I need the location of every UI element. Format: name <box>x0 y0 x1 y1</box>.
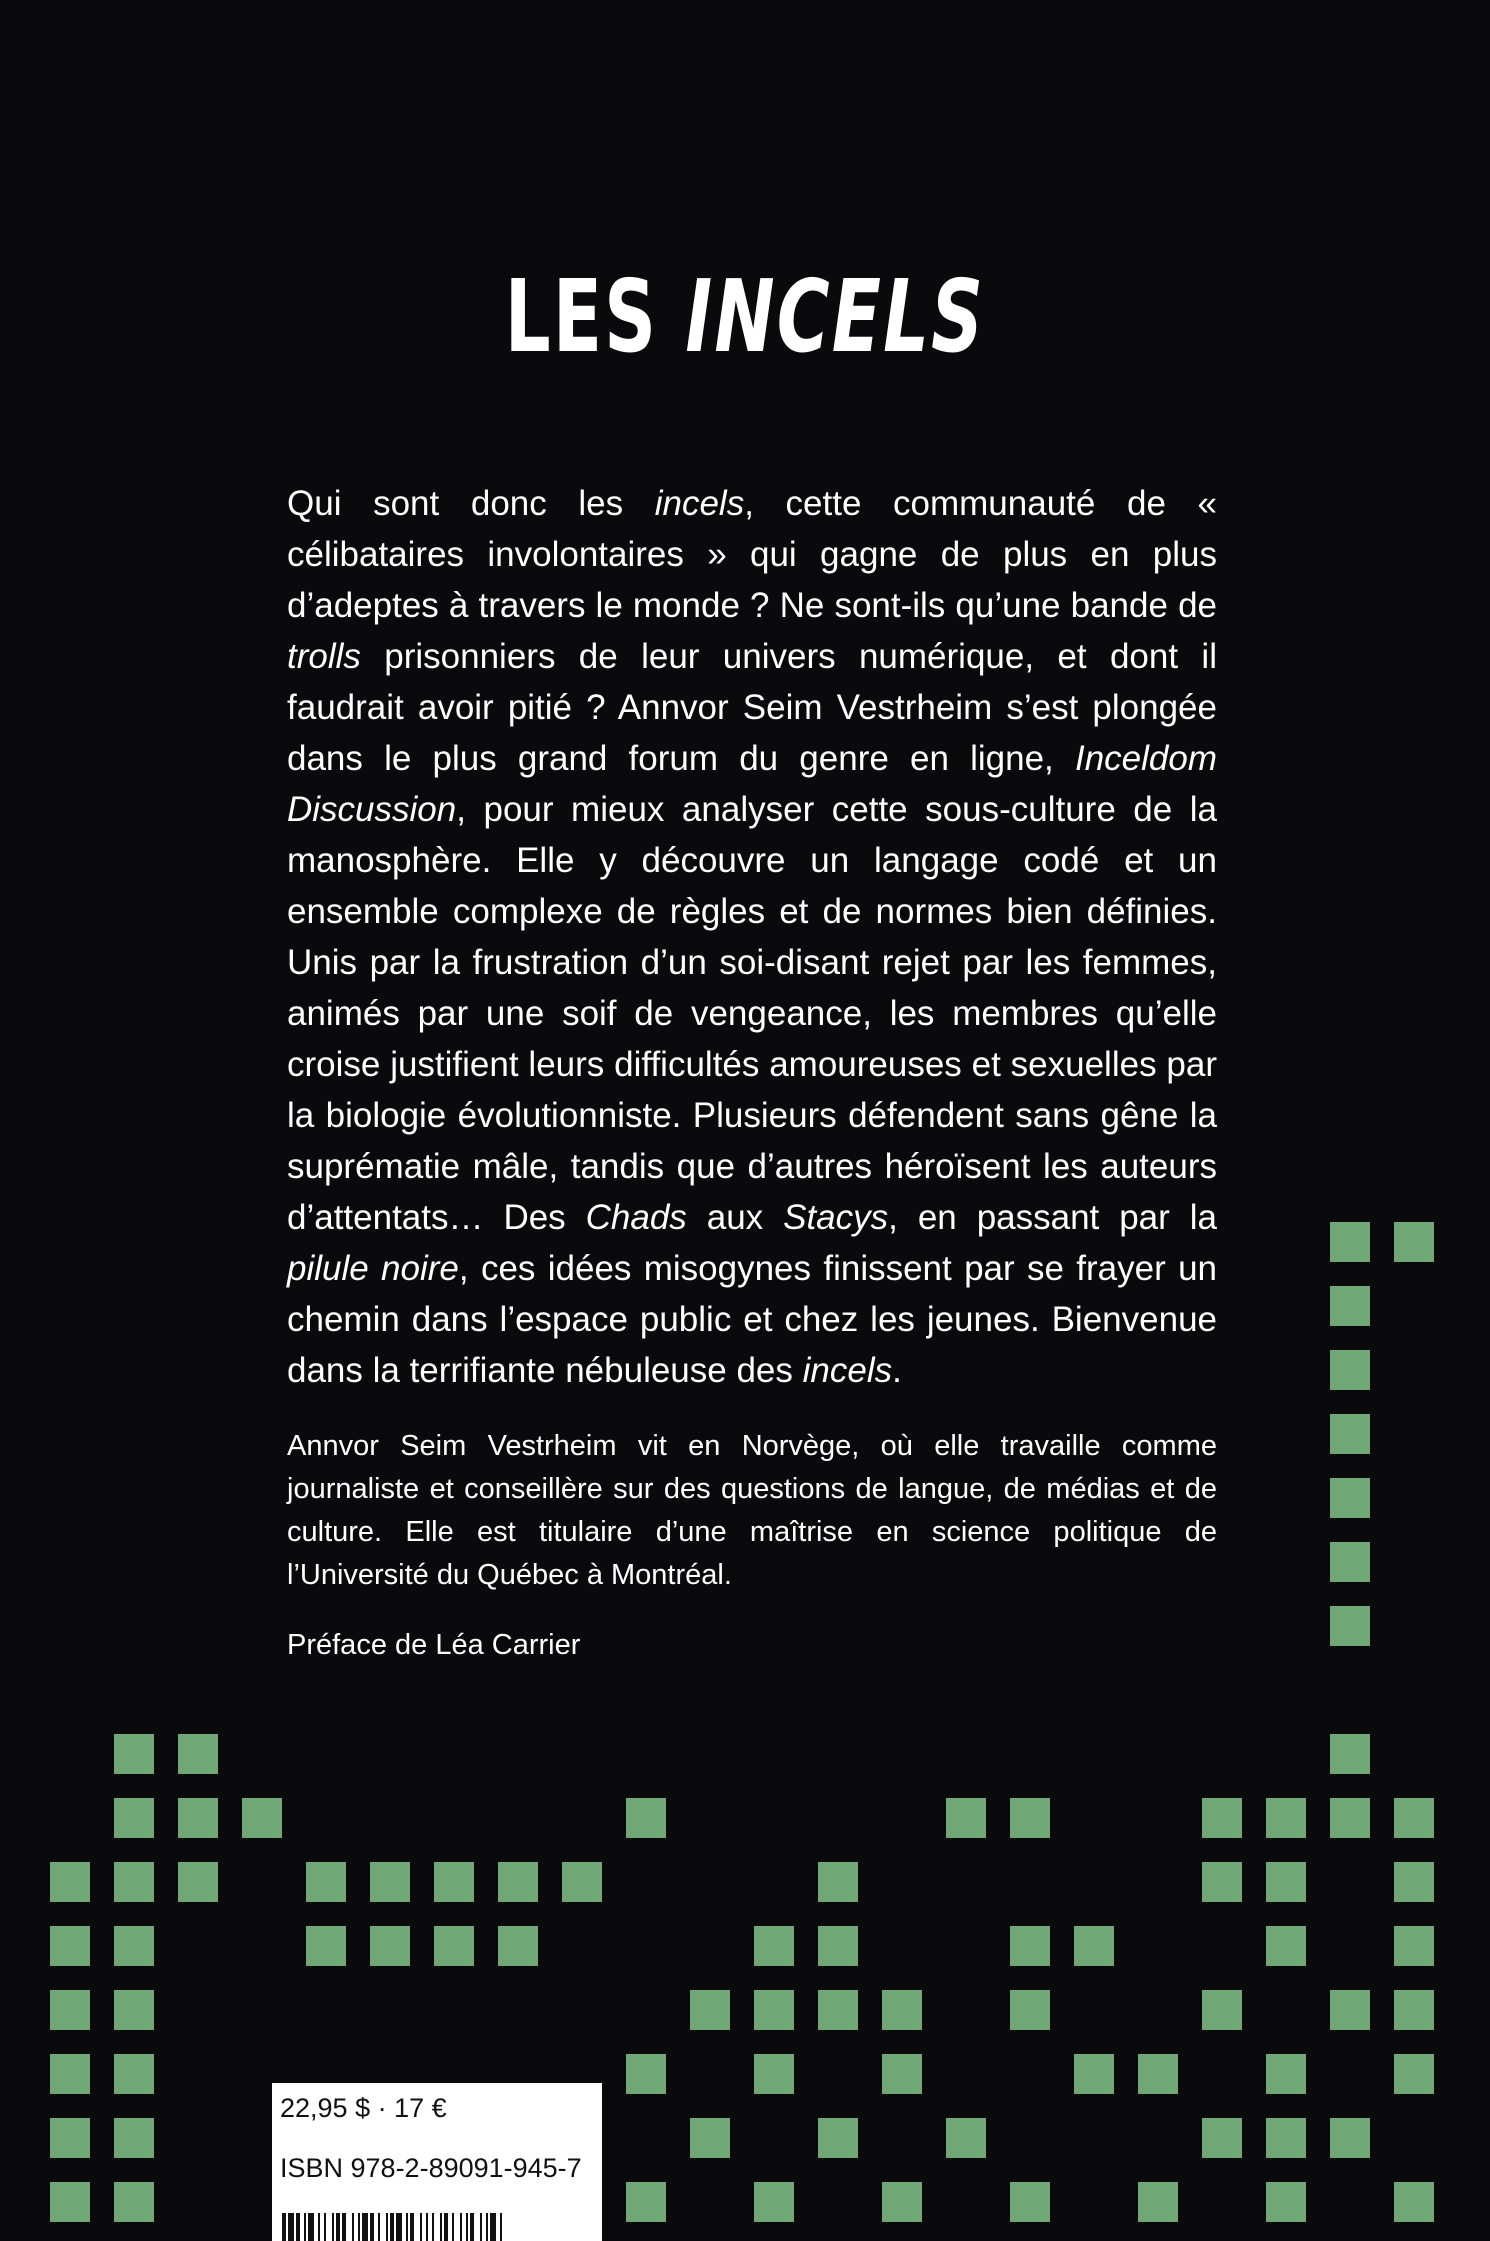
green-square <box>1138 2054 1178 2094</box>
green-square <box>370 1926 410 1966</box>
green-square <box>1330 1478 1370 1518</box>
blurb-italic-term: incels <box>802 1351 893 1390</box>
blurb-text: , cette communauté de « célibataires involontaires » qui gagne de plus en plus d’adeptes à travers le monde ? Ne sont-ils qu’une bande de <box>287 484 1217 625</box>
green-square <box>690 2118 730 2158</box>
barcode-bar <box>296 2213 300 2241</box>
green-square <box>1330 1542 1370 1582</box>
blurb-text: Qui sont donc les <box>287 484 655 523</box>
green-square <box>50 2182 90 2222</box>
blurb-italic-term: pilule noire <box>287 1249 459 1288</box>
green-square <box>1010 1798 1050 1838</box>
green-square <box>114 1734 154 1774</box>
barcode-bar <box>370 2213 374 2241</box>
green-square <box>882 2054 922 2094</box>
green-square <box>1202 1862 1242 1902</box>
green-square <box>114 1926 154 1966</box>
green-square <box>1394 1990 1434 2030</box>
green-square <box>1266 2054 1306 2094</box>
barcode-bar <box>426 2213 428 2241</box>
blurb-italic-term: incels <box>654 484 745 523</box>
green-square <box>1074 2054 1114 2094</box>
blurb-paragraph <box>287 478 1217 1396</box>
blurb-italic-term: Chads <box>585 1198 687 1237</box>
green-square <box>1266 1798 1306 1838</box>
green-square <box>1266 2118 1306 2158</box>
green-square <box>50 1926 90 1966</box>
barcode-bar <box>432 2213 434 2241</box>
green-square <box>498 1926 538 1966</box>
green-square <box>1266 1862 1306 1902</box>
green-square <box>1266 1926 1306 1966</box>
green-square <box>882 1990 922 2030</box>
green-square <box>1010 2182 1050 2222</box>
barcode-bar <box>500 2213 502 2241</box>
green-square <box>114 2182 154 2222</box>
green-square <box>1138 2182 1178 2222</box>
green-square <box>1330 2118 1370 2158</box>
green-square <box>1330 1350 1370 1390</box>
barcode-bar <box>460 2213 462 2241</box>
barcode-bar <box>332 2213 334 2241</box>
blurb-italic-term: Stacys <box>783 1198 889 1237</box>
green-square <box>1010 1926 1050 1966</box>
green-square <box>1394 2054 1434 2094</box>
barcode-bar <box>390 2213 394 2241</box>
barcode-bar <box>410 2213 414 2241</box>
blurb-text: , en passant par la <box>888 1198 1217 1237</box>
green-square <box>754 2054 794 2094</box>
green-square <box>1394 1222 1434 1262</box>
blurb-text: , pour mieux analyser cette sous-culture de la manosphère. Elle y découvre un langage codé et un ensemble complexe de règles et de normes bien définies. Unis par la frustration d’un soi-disant rejet par les femmes, animés par une soif de vengeance, les membres qu’elle croise justifient leurs difficultés amoureuses et sexuelles par la biologie évolutionniste. Plusieurs défendent sans gêne la suprématie mâle, tandis que d’autres héroïsent les auteurs d’attentats… Des <box>287 790 1217 1237</box>
green-square <box>178 1734 218 1774</box>
green-square <box>1202 1798 1242 1838</box>
green-square <box>882 2182 922 2222</box>
green-square <box>1202 1990 1242 2030</box>
barcode-bar <box>324 2213 326 2241</box>
green-square <box>50 1862 90 1902</box>
title-prefix: LES <box>504 258 686 375</box>
green-square <box>1330 1414 1370 1454</box>
green-square <box>178 1862 218 1902</box>
blurb-italic-term: Inceldom Discussion <box>287 739 1217 829</box>
green-square <box>818 1926 858 1966</box>
barcode-bar <box>308 2213 314 2241</box>
green-square <box>306 1862 346 1902</box>
green-square <box>1394 2182 1434 2222</box>
green-square <box>114 1990 154 2030</box>
green-square <box>754 1926 794 1966</box>
green-square <box>1394 1862 1434 1902</box>
green-square <box>434 1862 474 1902</box>
green-square <box>114 1798 154 1838</box>
green-square <box>754 2182 794 2222</box>
barcode-bar <box>486 2213 488 2241</box>
title-italic: INCELS <box>685 258 986 375</box>
book-title <box>209 258 1282 375</box>
green-square <box>946 2118 986 2158</box>
green-square <box>626 1798 666 1838</box>
green-square <box>818 1990 858 2030</box>
green-square <box>114 1862 154 1902</box>
barcode-bar <box>396 2213 402 2241</box>
blurb-text: aux <box>686 1198 784 1237</box>
green-square <box>242 1798 282 1838</box>
green-square <box>498 1862 538 1902</box>
barcode-bar <box>452 2213 454 2241</box>
barcode-bar <box>490 2213 496 2241</box>
green-square <box>1330 1734 1370 1774</box>
author-bio: Annvor Seim Vestrheim vit en Norvège, où elle travaille comme journaliste et conseillère sur des questions de langue, de médias et de culture. Elle est titulaire d’une maîtrise en science politique de l’Université du Québec à Montréal. <box>287 1430 1217 1591</box>
barcode-bar <box>318 2213 320 2241</box>
green-square <box>1330 1606 1370 1646</box>
barcode-bar <box>480 2213 482 2241</box>
barcode-bar <box>342 2213 346 2241</box>
green-square <box>818 2118 858 2158</box>
barcode-bar <box>358 2213 360 2241</box>
green-square <box>1330 1286 1370 1326</box>
green-square <box>818 1862 858 1902</box>
barcode-bar <box>288 2213 294 2241</box>
preface-credit: Préface de Léa Carrier <box>287 1629 581 1661</box>
green-square <box>50 1990 90 2030</box>
green-square <box>1394 1926 1434 1966</box>
green-square <box>946 1798 986 1838</box>
green-square <box>1010 1990 1050 2030</box>
green-square <box>50 2118 90 2158</box>
green-square <box>562 1862 602 1902</box>
price-label: 22,95 $ · 17 € <box>280 2093 447 2123</box>
green-square <box>1330 1798 1370 1838</box>
blurb-text: . <box>892 1351 902 1390</box>
isbn-label: ISBN 978-2-89091-945-7 <box>280 2153 582 2183</box>
green-square <box>626 2054 666 2094</box>
barcode-bar <box>420 2213 422 2241</box>
barcode-bar <box>378 2213 380 2241</box>
barcode-bar <box>406 2213 408 2241</box>
barcode-bar <box>466 2213 468 2241</box>
green-square <box>1266 2182 1306 2222</box>
green-square <box>690 1990 730 2030</box>
barcode-bar <box>336 2213 340 2241</box>
price-isbn-box <box>272 2083 602 2241</box>
barcode-bar <box>362 2213 368 2241</box>
barcode-bar <box>440 2213 442 2241</box>
green-square <box>434 1926 474 1966</box>
barcode-bar <box>470 2213 474 2241</box>
green-square <box>1202 2118 1242 2158</box>
green-square <box>1330 1222 1370 1262</box>
green-square <box>178 1798 218 1838</box>
blurb-text: , ces idées misogynes finissent par se frayer un chemin dans l’espace public et chez les jeunes. Bienvenue dans la terrifiante nébuleuse des <box>287 1249 1218 1390</box>
barcode-bar <box>386 2213 388 2241</box>
blurb-italic-term: trolls <box>287 637 361 676</box>
green-square <box>1394 1798 1434 1838</box>
barcode-bar <box>304 2213 306 2241</box>
green-square <box>1074 1926 1114 1966</box>
blurb-text: prisonniers de leur univers numérique, et dont il faudrait avoir pitié ? Annvor Seim Vestrheim s’est plongée dans le plus grand forum du genre en ligne, <box>287 637 1217 778</box>
green-square <box>114 2118 154 2158</box>
barcode <box>282 2213 594 2241</box>
green-square <box>1330 1990 1370 2030</box>
green-square <box>754 1990 794 2030</box>
barcode-bar <box>282 2213 286 2241</box>
barcode-bar <box>444 2213 448 2241</box>
green-square <box>626 2182 666 2222</box>
green-square <box>114 2054 154 2094</box>
green-square <box>370 1862 410 1902</box>
barcode-bar <box>352 2213 354 2241</box>
green-square <box>50 2054 90 2094</box>
green-square <box>306 1926 346 1966</box>
